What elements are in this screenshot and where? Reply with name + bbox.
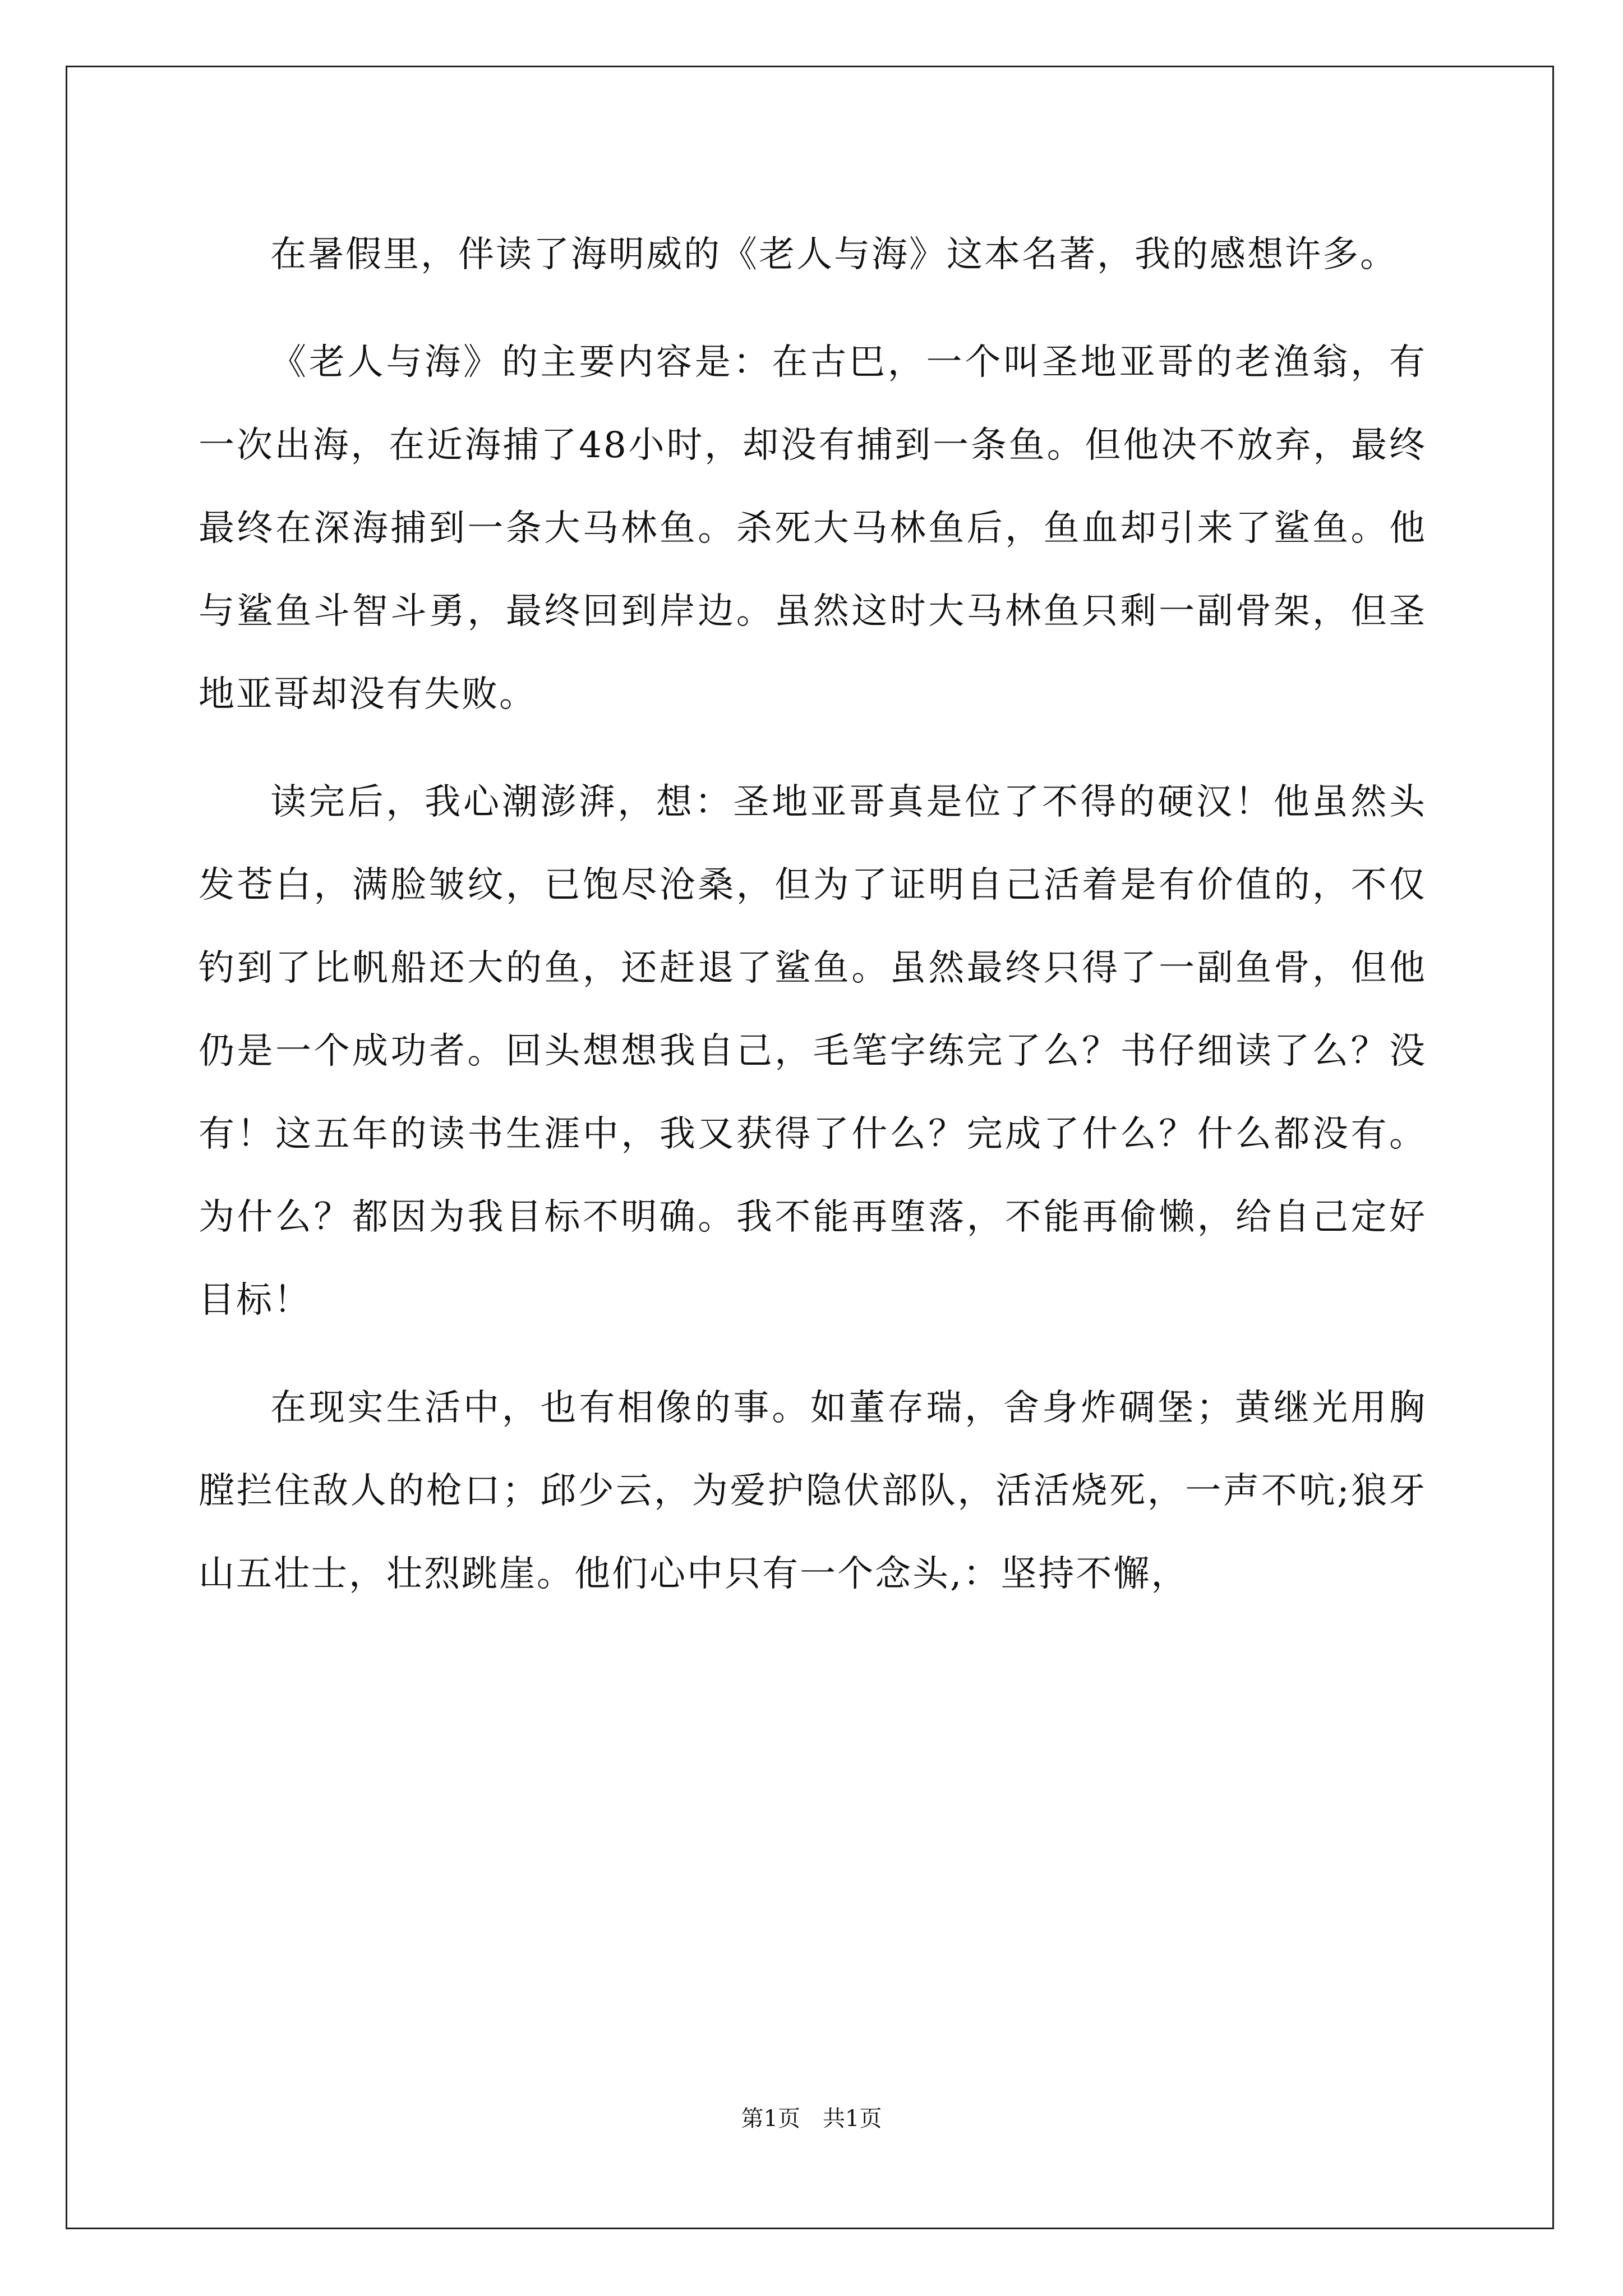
page-footer: 第1页 共1页 (741, 2106, 882, 2132)
paragraph-reflection: 读完后，我心潮澎湃，想：圣地亚哥真是位了不得的硬汉！他虽然头发苍白，满脸皱纹，已饱尽沧桑，但为了证明自己活着是有价值的，不仅钓到了比帆船还大的鱼，还赶退了鲨鱼。虽然最终只得了一副鱼骨，但他仍是一个成功者。回头想想我自己，毛笔字练完了么？书仔细读了么？没有！这五年的读书生涯中，我又获得了什么？完成了什么？什么都没有。为什么？都因为我目标不明确。我不能再堕落，不能再偷懒，给自己定好目标！ (199, 781, 1427, 1321)
paragraph-examples: 在现实生活中，也有相像的事。如董存瑞，舍身炸碉堡；黄继光用胸膛拦住敌人的枪口；邱少云，为爱护隐伏部队，活活烧死，一声不吭;狼牙山五壮士，壮烈跳崖。他们心中只有一个念头,：坚持不懈， (199, 1387, 1427, 1595)
paragraph-summary: 《老人与海》的主要内容是：在古巴，一个叫圣地亚哥的老渔翁，有一次出海，在近海捕了48小时，却没有捕到一条鱼。但他决不放弃，最终最终在深海捕到一条大马林鱼。杀死大马林鱼后，鱼血却引来了鲨鱼。他与鲨鱼斗智斗勇，最终回到岸边。虽然这时大马林鱼只剩一副骨架，但圣地亚哥却没有失败。 (199, 342, 1427, 715)
paragraph-intro: 在暑假里，伴读了海明威的《老人与海》这本名著，我的感想许多。 (270, 234, 1398, 275)
document-body (199, 213, 1427, 1640)
